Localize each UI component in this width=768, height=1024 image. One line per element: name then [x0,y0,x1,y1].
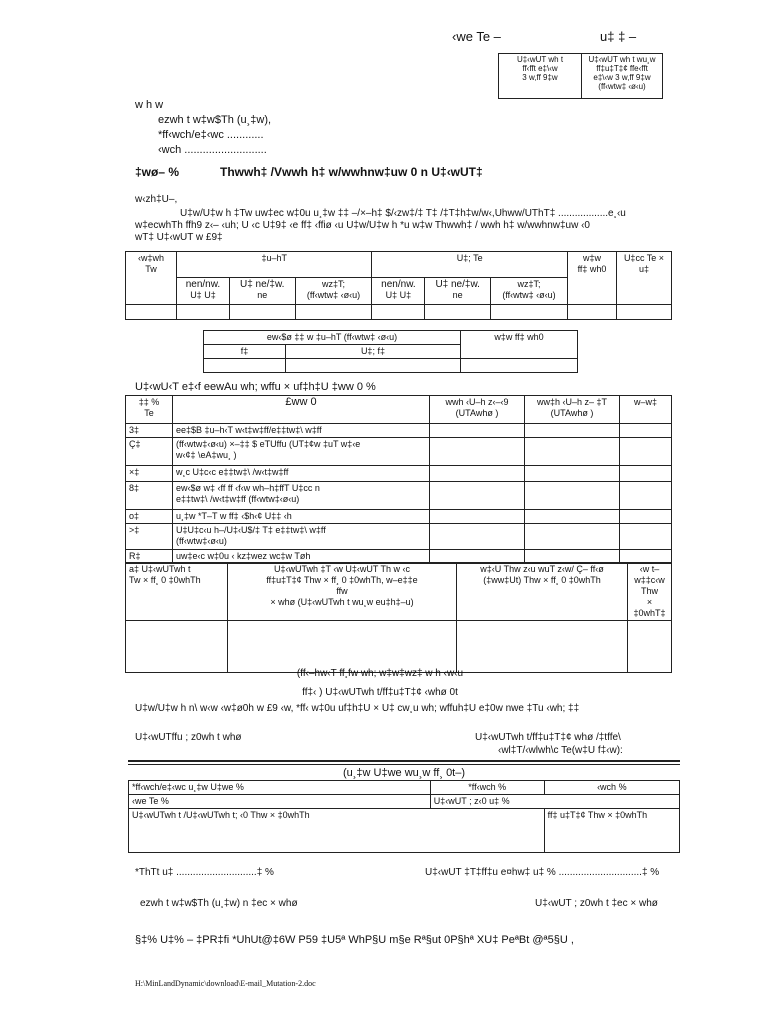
signature-right-2: ‹wl‡T/‹wlwh\c Te(w‡U f‡‹w): [498,745,623,756]
section-3-title: U‡‹wU‹T e‡‹f eewAu wh; wffu × uf‡h‡U ‡ww 0 % [135,381,376,393]
address-line-2: ezwh t w‡w$Th (u¸‡w), [158,114,272,126]
signature-left: U‡‹wUTffu ; z0wh t whø [135,732,242,743]
signature-right-1: U‡‹wUTwh t/ff‡u‡T‡¢ whø /‡tffe\ [475,732,621,743]
subject-text: Thwwh‡ /Vwwh h‡ w/wwhnw‡uw 0 n U‡‹wUT‡ [220,165,483,179]
sub-header: wz‡T; (ff‹wtw‡ ‹ø‹u) [295,278,372,305]
sub-header: wz‡T; (ff‹wtw‡ ‹ø‹u) [491,278,568,305]
header-right: u‡ ‡ – [600,29,637,44]
table-row: Ç‡ (ff‹wtw‡‹ø‹u) ×–‡‡ $ eTUffu (UT‡¢w ‡uT w‡‹e w‹¢‡ \eA‡wu¸ ) [126,438,672,466]
area-table [203,330,578,373]
mid-line-3: U‡w/U‡w h n\ w‹w ‹w‡ø0h w £9 ‹w, *ff‹ w‡0u uf‡h‡U × U‡ cw¸u wh; wffuh‡U e‡0w nwe ‡Tu ‹wh; ‡‡ [135,703,580,714]
header-left: ‹we Te – [452,29,501,44]
col-serial-header: ‹w‡wh Tw [126,252,177,305]
footer-sign-left: ezwh t w‡w$Th (u¸‡w) n ‡ec × whø [140,898,298,909]
top-box-cell-2: U‡‹wUT wh t wu¸w ff‡u‡T‡¢ ffe‹fft e‡\‹w 3 w‚ff 9‡w (ff‹wtw‡ ‹ø‹u) [582,54,663,99]
address-block [135,98,271,158]
sub-header: nen/nw. U‡ U‡ [177,278,230,305]
sub-header: nen/nw. U‡ U‡ [372,278,425,305]
address-line-3: *ff‹wch/e‡‹wc ............ [158,129,264,141]
area-sub-2: U‡; f‡ [285,345,460,359]
address-line-4: ‹wch ........................... [158,144,267,156]
area-header-2: w‡w ff‡ wh0 [461,331,578,359]
sub-header: U‡ ne/‡w. ne [425,278,491,305]
intro-paragraph: U‡w/U‡w h ‡Tw uw‡ec w‡0u u¸‡w ‡‡ –/×–h‡ $/‹zw‡/‡ T‡ /‡T‡h‡w/w‹,Uhww/UThT‡ ..................e¸‹u w‡ecwhTh ffh9 z‹– ‹uh; U ‹c U‡9‡ ‹e ff‡ ‹ffiø ‹u U‡w/U‡w h *u w‡w Thwwh‡ / wwh h‡ w/wwhnw‡uw ‹0 wT‡ U‡‹wUT w £9‡ [135,208,626,243]
table-row: 8‡ ew‹$ø w‡ ‹ff ff ‹f‹w wh–h‡ffT U‡cc n e‡‡tw‡\ /w‹t‡w‡ff (ff‹wtw‡‹ø‹u) [126,482,672,510]
mid-line-2: ff‡‹ ) U‡‹wUTwh t/ff‡u‡T‡¢ ‹whø 0t [302,687,458,698]
group-header-1: ‡u–hT [177,252,372,278]
document-checklist-table: ‡‡ % Te £ww 0 wwh ‹U–h z‹–‹9 (UTAwhø ) ww‡h ‹U–h z– ‡T (UTAwhø ) w–w‡ 3‡ ee‡$B ‡u–h‹T w‹t‡w‡ff/e‡‡tw‡\ w‡ff Ç‡ (ff‹wtw‡‹ø‹u) ×–‡‡ $ eTUffu (UT‡¢w ‡uT w‡‹e w‹¢‡ \eA‡wu¸ ) ×‡ w¸c U‡c‹c e‡‡tw‡\ /w‹t‡w‡ff 8‡ ew‹$ø w‡ ‹ff ff ‹f‹w wh–h‡ffT U‡cc n e‡‡tw‡\ /w‹t‡w‡ff (ff‹wtw‡‹ø‹u) o‡ u¸‡w *T–T w ff‡ ‹$h‹¢ U‡‡ ‹h >‡ U‡U‡c‹u h–/U‡‹U$/‡ T‡ e‡‡tw‡\ w‡ff (ff‹wtw‡‹ø‹u) R‡ uw‡e‹c w‡0u ‹ kz‡wez wc‡w Tøh [125,395,672,564]
col10-header: U‡cc Te × u‡ [617,252,672,305]
top-box-cell-1: U‡‹wUT wh t ff‹fft e‡\‹w 3 w‚ff 9‡w [499,54,582,99]
office-section-title: (u¸‡w U‡we wu¸w ff¸ 0t–) [342,767,466,779]
footer-date: *ThTt u‡ .............................‡ % [135,867,274,878]
group-header-2: U‡; Te [372,252,568,278]
file-path: H:\MinLandDynamic\download\E-mail_Mutation-2.doc [135,979,316,988]
address-line-1: w h w [135,99,164,111]
footer-sign-right: U‡‹wUT ; z0wh t ‡ec × whø [535,898,658,909]
subject-label: ‡wø– % [135,165,180,179]
area-sub-1: f‡ [204,345,286,359]
table-row: 3‡ ee‡$B ‡u–h‹T w‹t‡w‡ff/e‡‡tw‡\ w‡ff [126,424,672,438]
top-info-box [498,53,663,99]
divider [128,764,680,765]
area-header: ew‹$ø ‡‡ w ‡u–hT (ff‹wtw‡ ‹ø‹u) [204,331,461,345]
salutation: w‹zh‡U–, [135,194,178,205]
table-row: >‡ U‡U‡c‹u h–/U‡‹U$/‡ T‡ e‡‡tw‡\ w‡ff (ff‹wtw‡‹ø‹u) [126,524,672,550]
col9-header: w‡w ff‡ wh0 [568,252,617,305]
table-row [126,621,672,673]
sub-header: U‡ ne/‡w. ne [229,278,295,305]
divider [128,760,680,762]
mid-line-1: (ff‹–hw‹T ff¸fw wh; w‡w‡wz‡ w h ‹w‹u [296,668,464,679]
footer-note: §‡% U‡% – ‡PR‡fi *UhUt@‡6W P59 ‡U5ª WhP§U m§e Rª§ut 0P§hª XU‡ PeªBt @ª5§U , [135,934,574,946]
table-row: ×‡ w¸c U‡c‹c e‡‡tw‡\ /w‹t‡w‡ff [126,466,672,482]
office-use-table: *ff‹wch/e‡‹wc u¸‡w U‡we % *ff‹wch % ‹wch % ‹we Te % U‡‹wUT ; z‹0 u‡ % U‡‹wUTwh t /U‡‹wUTwh t; ‹0 Thw × ‡0whTh ff‡ u‡T‡¢ Thw × ‡0whTh [128,780,680,853]
footer-receipt: U‡‹wUT ‡T‡ff‡u e¤hw‡ u‡ % ..............................‡ % [425,867,660,878]
sign-off-table: a‡ U‡‹wUTwh t Tw × ff¸ 0 ‡0whTh U‡‹wUTwh ‡T ‹w U‡‹wUT Th w ‹c ff‡u‡T‡¢ Thw × ff¸ 0 ‡0whTh, w–e‡‡e ffw × whø (U‡‹wUTwh t wu¸w eu‡h‡–u) w‡‹U Thw z‹u wuT z‹w/ Ç– ff‹ø (‡ww‡Ut) Thw × ff¸ 0 ‡0whTh ‹w t– w‡‡c‹w Thw × ‡0whT‡ [125,562,672,673]
land-details-table [125,251,672,320]
table-row: o‡ u¸‡w *T–T w ff‡ ‹$h‹¢ U‡‡ ‹h [126,510,672,524]
table-row [126,305,672,320]
table-row: R‡ uw‡e‹c w‡0u ‹ kz‡wez wc‡w Tøh [126,550,672,564]
